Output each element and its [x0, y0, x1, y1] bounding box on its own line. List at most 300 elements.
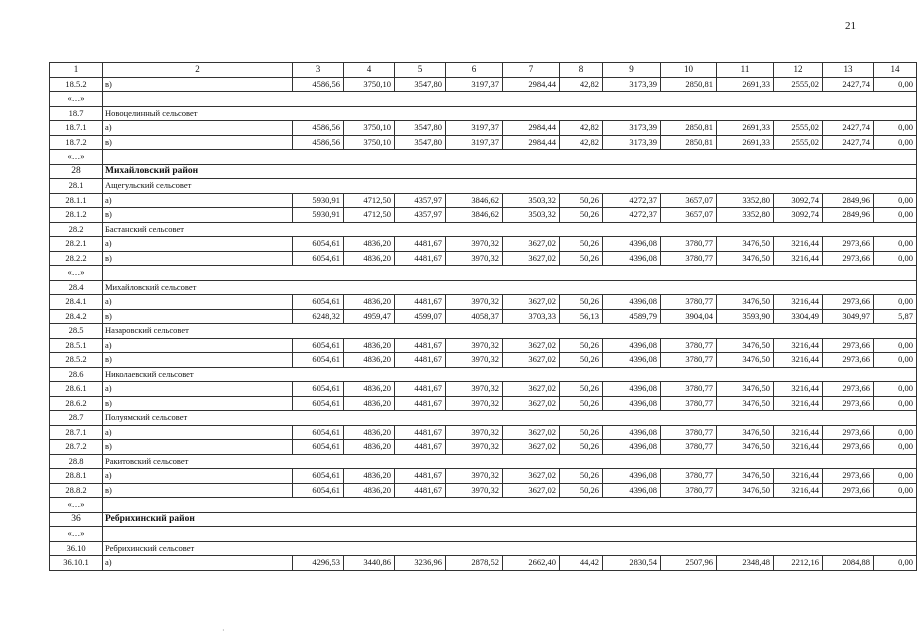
value-cell-col-9: 4272,37	[603, 193, 661, 208]
table-row-ellipsis	[50, 527, 917, 542]
value-cell-col-10: 2850,81	[661, 77, 717, 92]
value-cell-col-6: 4058,37	[446, 309, 503, 324]
value-cell-col-6: 3970,32	[446, 469, 503, 484]
row-name-cell: в)	[103, 135, 293, 150]
value-cell-col-11: 3593,90	[717, 309, 774, 324]
value-cell-col-11: 3476,50	[717, 469, 774, 484]
table-row-data	[50, 193, 917, 208]
value-cell-col-10: 3780,77	[661, 396, 717, 411]
value-cell-col-14: 0,00	[874, 208, 917, 223]
value-cell-col-9: 4396,08	[603, 338, 661, 353]
value-cell-col-3: 6054,61	[293, 237, 344, 252]
column-number-8: 8	[560, 63, 603, 78]
value-cell-col-4: 3440,86	[344, 556, 395, 571]
row-id-cell: 36.10	[50, 541, 103, 556]
value-cell-col-13: 2973,66	[823, 396, 874, 411]
value-cell-col-7: 3627,02	[503, 469, 560, 484]
table-row-ellipsis	[50, 266, 917, 281]
value-cell-col-13: 2849,96	[823, 208, 874, 223]
value-cell-col-3: 6054,61	[293, 338, 344, 353]
value-cell-col-11: 2691,33	[717, 77, 774, 92]
value-cell-col-10: 2850,81	[661, 135, 717, 150]
value-cell-col-3: 6054,61	[293, 251, 344, 266]
value-cell-col-14: 5,87	[874, 309, 917, 324]
value-cell-col-8: 50,26	[560, 237, 603, 252]
table-row-ellipsis	[50, 92, 917, 107]
column-number-11: 11	[717, 63, 774, 78]
value-cell-col-14: 0,00	[874, 135, 917, 150]
value-cell-col-12: 2555,02	[774, 121, 823, 136]
district-name-cell: Ребрихинский район	[103, 512, 917, 527]
row-name-cell: а)	[103, 382, 293, 397]
scan-mark: ·	[222, 626, 225, 635]
value-cell-col-7: 3703,33	[503, 309, 560, 324]
row-name-cell: в)	[103, 483, 293, 498]
value-cell-col-13: 2973,66	[823, 251, 874, 266]
value-cell-col-11: 3476,50	[717, 237, 774, 252]
value-cell-col-11: 3476,50	[717, 396, 774, 411]
value-cell-col-10: 3780,77	[661, 469, 717, 484]
table-row-district	[50, 512, 917, 527]
value-cell-col-6: 3970,32	[446, 338, 503, 353]
row-id-cell: 28.7	[50, 411, 103, 426]
table-row-label	[50, 179, 917, 194]
value-cell-col-12: 3092,74	[774, 193, 823, 208]
value-cell-col-6: 2878,52	[446, 556, 503, 571]
value-cell-col-13: 2973,66	[823, 353, 874, 368]
value-cell-col-12: 2555,02	[774, 135, 823, 150]
row-id-cell: 28.8.1	[50, 469, 103, 484]
value-cell-col-14: 0,00	[874, 77, 917, 92]
table-row-ellipsis	[50, 150, 917, 165]
value-cell-col-13: 2084,88	[823, 556, 874, 571]
value-cell-col-8: 50,26	[560, 193, 603, 208]
value-cell-col-8: 50,26	[560, 338, 603, 353]
value-cell-col-13: 2973,66	[823, 483, 874, 498]
value-cell-col-12: 3216,44	[774, 396, 823, 411]
value-cell-col-9: 4396,08	[603, 396, 661, 411]
column-number-2: 2	[103, 63, 293, 78]
value-cell-col-10: 3780,77	[661, 237, 717, 252]
value-cell-col-9: 4396,08	[603, 382, 661, 397]
row-name-cell: в)	[103, 77, 293, 92]
value-cell-col-4: 3750,10	[344, 77, 395, 92]
value-cell-col-6: 3846,62	[446, 193, 503, 208]
row-id-cell: «…»	[50, 92, 103, 107]
empty-cell	[103, 150, 917, 165]
value-cell-col-4: 4836,20	[344, 425, 395, 440]
settlement-name-cell: Бастанский сельсовет	[103, 222, 917, 237]
value-cell-col-4: 4836,20	[344, 237, 395, 252]
table-row-data	[50, 295, 917, 310]
value-cell-col-8: 50,26	[560, 469, 603, 484]
value-cell-col-6: 3197,37	[446, 121, 503, 136]
value-cell-col-14: 0,00	[874, 353, 917, 368]
value-cell-col-13: 2973,66	[823, 295, 874, 310]
table-row-data	[50, 353, 917, 368]
value-cell-col-8: 50,26	[560, 440, 603, 455]
row-name-cell: в)	[103, 440, 293, 455]
table-row-data	[50, 396, 917, 411]
value-cell-col-11: 3476,50	[717, 338, 774, 353]
row-id-cell: «…»	[50, 498, 103, 513]
row-id-cell: 28.1.1	[50, 193, 103, 208]
value-cell-col-4: 4836,20	[344, 251, 395, 266]
value-cell-col-9: 4396,08	[603, 353, 661, 368]
value-cell-col-6: 3970,32	[446, 483, 503, 498]
row-id-cell: 28.5	[50, 324, 103, 339]
value-cell-col-10: 3904,04	[661, 309, 717, 324]
table-header-row	[50, 63, 917, 78]
row-id-cell: 28.1	[50, 179, 103, 194]
value-cell-col-13: 3049,97	[823, 309, 874, 324]
value-cell-col-8: 50,26	[560, 483, 603, 498]
table-row-data	[50, 77, 917, 92]
row-id-cell: 28.8.2	[50, 483, 103, 498]
value-cell-col-12: 3216,44	[774, 338, 823, 353]
value-cell-col-7: 3627,02	[503, 483, 560, 498]
value-cell-col-12: 3216,44	[774, 382, 823, 397]
table-row-data	[50, 251, 917, 266]
row-id-cell: 28.8	[50, 454, 103, 469]
value-cell-col-9: 4396,08	[603, 425, 661, 440]
value-cell-col-11: 2348,48	[717, 556, 774, 571]
value-cell-col-3: 6054,61	[293, 396, 344, 411]
value-cell-col-5: 4481,67	[395, 353, 446, 368]
table-row-data	[50, 208, 917, 223]
value-cell-col-4: 4712,50	[344, 208, 395, 223]
value-cell-col-10: 3780,77	[661, 440, 717, 455]
column-number-7: 7	[503, 63, 560, 78]
value-cell-col-4: 4836,20	[344, 295, 395, 310]
value-cell-col-9: 2830,54	[603, 556, 661, 571]
value-cell-col-5: 4481,67	[395, 237, 446, 252]
row-id-cell: «…»	[50, 527, 103, 542]
row-id-cell: 28.1.2	[50, 208, 103, 223]
value-cell-col-3: 6054,61	[293, 483, 344, 498]
value-cell-col-11: 3476,50	[717, 353, 774, 368]
value-cell-col-7: 3627,02	[503, 353, 560, 368]
value-cell-col-8: 42,82	[560, 77, 603, 92]
value-cell-col-11: 3352,80	[717, 193, 774, 208]
table-row-label	[50, 106, 917, 121]
row-id-cell: 28	[50, 164, 103, 179]
row-name-cell: а)	[103, 425, 293, 440]
value-cell-col-14: 0,00	[874, 440, 917, 455]
value-cell-col-3: 6054,61	[293, 382, 344, 397]
value-cell-col-12: 3216,44	[774, 237, 823, 252]
settlement-name-cell: Михайловский сельсовет	[103, 280, 917, 295]
value-cell-col-3: 4296,53	[293, 556, 344, 571]
value-cell-col-9: 4396,08	[603, 469, 661, 484]
value-cell-col-13: 2427,74	[823, 77, 874, 92]
row-id-cell: 28.6.2	[50, 396, 103, 411]
value-cell-col-10: 3780,77	[661, 483, 717, 498]
value-cell-col-4: 3750,10	[344, 135, 395, 150]
value-cell-col-5: 3236,96	[395, 556, 446, 571]
value-cell-col-9: 4589,79	[603, 309, 661, 324]
value-cell-col-11: 3476,50	[717, 440, 774, 455]
value-cell-col-6: 3197,37	[446, 77, 503, 92]
value-cell-col-13: 2973,66	[823, 440, 874, 455]
table-row-data	[50, 338, 917, 353]
value-cell-col-4: 4836,20	[344, 338, 395, 353]
value-cell-col-3: 6054,61	[293, 425, 344, 440]
value-cell-col-12: 3216,44	[774, 483, 823, 498]
value-cell-col-13: 2427,74	[823, 135, 874, 150]
value-cell-col-14: 0,00	[874, 251, 917, 266]
table-row-data	[50, 237, 917, 252]
value-cell-col-6: 3970,32	[446, 382, 503, 397]
table-row-label	[50, 222, 917, 237]
column-number-4: 4	[344, 63, 395, 78]
table-row-district	[50, 164, 917, 179]
value-cell-col-8: 50,26	[560, 382, 603, 397]
value-cell-col-5: 4481,67	[395, 382, 446, 397]
row-id-cell: 18.7	[50, 106, 103, 121]
value-cell-col-10: 3780,77	[661, 251, 717, 266]
value-cell-col-7: 2984,44	[503, 77, 560, 92]
value-cell-col-12: 2555,02	[774, 77, 823, 92]
value-cell-col-5: 4481,67	[395, 251, 446, 266]
row-id-cell: 36.10.1	[50, 556, 103, 571]
column-number-13: 13	[823, 63, 874, 78]
value-cell-col-11: 3476,50	[717, 382, 774, 397]
table-row-label	[50, 280, 917, 295]
row-name-cell: а)	[103, 469, 293, 484]
value-cell-col-7: 3627,02	[503, 440, 560, 455]
table-row-data	[50, 121, 917, 136]
value-cell-col-10: 3657,07	[661, 208, 717, 223]
row-id-cell: 28.4.1	[50, 295, 103, 310]
value-cell-col-5: 4481,67	[395, 469, 446, 484]
value-cell-col-4: 4959,47	[344, 309, 395, 324]
value-cell-col-3: 4586,56	[293, 121, 344, 136]
row-name-cell: в)	[103, 309, 293, 324]
value-cell-col-6: 3970,32	[446, 353, 503, 368]
value-cell-col-5: 4599,07	[395, 309, 446, 324]
row-id-cell: 28.4	[50, 280, 103, 295]
settlement-name-cell: Николаевский сельсовет	[103, 367, 917, 382]
value-cell-col-14: 0,00	[874, 483, 917, 498]
row-name-cell: а)	[103, 193, 293, 208]
row-id-cell: 18.7.1	[50, 121, 103, 136]
settlement-name-cell: Полуямский сельсовет	[103, 411, 917, 426]
value-cell-col-4: 4836,20	[344, 382, 395, 397]
row-name-cell: а)	[103, 121, 293, 136]
settlement-name-cell: Ребрихинский сельсовет	[103, 541, 917, 556]
row-name-cell: в)	[103, 396, 293, 411]
page-number: 21	[845, 20, 856, 32]
empty-cell	[103, 498, 917, 513]
column-number-5: 5	[395, 63, 446, 78]
value-cell-col-5: 3547,80	[395, 77, 446, 92]
value-cell-col-14: 0,00	[874, 425, 917, 440]
value-cell-col-12: 3216,44	[774, 469, 823, 484]
value-cell-col-12: 3216,44	[774, 425, 823, 440]
value-cell-col-3: 4586,56	[293, 135, 344, 150]
value-cell-col-7: 2662,40	[503, 556, 560, 571]
value-cell-col-4: 4836,20	[344, 440, 395, 455]
value-cell-col-11: 2691,33	[717, 121, 774, 136]
value-cell-col-13: 2973,66	[823, 382, 874, 397]
column-number-1: 1	[50, 63, 103, 78]
row-name-cell: а)	[103, 338, 293, 353]
column-number-14: 14	[874, 63, 917, 78]
value-cell-col-14: 0,00	[874, 396, 917, 411]
settlement-name-cell: Ащегульский сельсовет	[103, 179, 917, 194]
table-row-data	[50, 440, 917, 455]
row-id-cell: 28.6.1	[50, 382, 103, 397]
row-id-cell: 36	[50, 512, 103, 527]
value-cell-col-7: 3627,02	[503, 338, 560, 353]
table-row-data	[50, 382, 917, 397]
value-cell-col-4: 3750,10	[344, 121, 395, 136]
row-id-cell: 28.5.2	[50, 353, 103, 368]
column-number-9: 9	[603, 63, 661, 78]
value-cell-col-3: 5930,91	[293, 208, 344, 223]
row-name-cell: а)	[103, 237, 293, 252]
row-id-cell: 28.2.1	[50, 237, 103, 252]
value-cell-col-4: 4712,50	[344, 193, 395, 208]
value-cell-col-13: 2427,74	[823, 121, 874, 136]
value-cell-col-12: 3216,44	[774, 440, 823, 455]
table-row-data	[50, 556, 917, 571]
value-cell-col-3: 6054,61	[293, 440, 344, 455]
value-cell-col-13: 2973,66	[823, 425, 874, 440]
column-number-12: 12	[774, 63, 823, 78]
value-cell-col-7: 3503,32	[503, 208, 560, 223]
value-cell-col-8: 50,26	[560, 396, 603, 411]
value-cell-col-10: 3780,77	[661, 382, 717, 397]
table-row-label	[50, 367, 917, 382]
value-cell-col-8: 50,26	[560, 208, 603, 223]
value-cell-col-5: 4481,67	[395, 295, 446, 310]
value-cell-col-7: 3627,02	[503, 396, 560, 411]
value-cell-col-14: 0,00	[874, 121, 917, 136]
value-cell-col-10: 3780,77	[661, 338, 717, 353]
value-cell-col-7: 3627,02	[503, 237, 560, 252]
value-cell-col-5: 4357,97	[395, 208, 446, 223]
value-cell-col-5: 4481,67	[395, 440, 446, 455]
value-cell-col-6: 3970,32	[446, 396, 503, 411]
value-cell-col-9: 4272,37	[603, 208, 661, 223]
value-cell-col-8: 42,82	[560, 121, 603, 136]
row-id-cell: 28.2.2	[50, 251, 103, 266]
value-cell-col-10: 3657,07	[661, 193, 717, 208]
settlement-name-cell: Ракитовский сельсовет	[103, 454, 917, 469]
value-cell-col-6: 3970,32	[446, 251, 503, 266]
value-cell-col-10: 3780,77	[661, 295, 717, 310]
value-cell-col-9: 3173,39	[603, 135, 661, 150]
value-cell-col-3: 6054,61	[293, 353, 344, 368]
table-row-label	[50, 541, 917, 556]
value-cell-col-6: 3846,62	[446, 208, 503, 223]
settlement-name-cell: Новоцелинный сельсовет	[103, 106, 917, 121]
row-name-cell: в)	[103, 353, 293, 368]
value-cell-col-7: 3627,02	[503, 251, 560, 266]
column-number-3: 3	[293, 63, 344, 78]
value-cell-col-6: 3970,32	[446, 440, 503, 455]
value-cell-col-8: 50,26	[560, 251, 603, 266]
value-cell-col-12: 2212,16	[774, 556, 823, 571]
value-cell-col-5: 4481,67	[395, 396, 446, 411]
value-cell-col-14: 0,00	[874, 237, 917, 252]
value-cell-col-14: 0,00	[874, 382, 917, 397]
table-row-data	[50, 425, 917, 440]
value-cell-col-4: 4836,20	[344, 396, 395, 411]
value-cell-col-3: 6054,61	[293, 295, 344, 310]
value-cell-col-9: 4396,08	[603, 251, 661, 266]
table-row-data	[50, 483, 917, 498]
value-cell-col-13: 2849,96	[823, 193, 874, 208]
value-cell-col-4: 4836,20	[344, 469, 395, 484]
value-cell-col-13: 2973,66	[823, 338, 874, 353]
value-cell-col-5: 4481,67	[395, 483, 446, 498]
value-cell-col-10: 3780,77	[661, 425, 717, 440]
row-id-cell: 18.5.2	[50, 77, 103, 92]
row-name-cell: а)	[103, 295, 293, 310]
table-row-data	[50, 135, 917, 150]
value-cell-col-4: 4836,20	[344, 483, 395, 498]
value-cell-col-7: 2984,44	[503, 121, 560, 136]
table-row-data	[50, 309, 917, 324]
value-cell-col-10: 2507,96	[661, 556, 717, 571]
value-cell-col-11: 2691,33	[717, 135, 774, 150]
value-cell-col-6: 3970,32	[446, 295, 503, 310]
tariff-table	[49, 62, 917, 571]
column-number-6: 6	[446, 63, 503, 78]
row-id-cell: «…»	[50, 150, 103, 165]
value-cell-col-11: 3352,80	[717, 208, 774, 223]
value-cell-col-10: 3780,77	[661, 353, 717, 368]
empty-cell	[103, 92, 917, 107]
value-cell-col-7: 2984,44	[503, 135, 560, 150]
value-cell-col-3: 6054,61	[293, 469, 344, 484]
row-id-cell: 28.7.2	[50, 440, 103, 455]
value-cell-col-9: 4396,08	[603, 440, 661, 455]
value-cell-col-3: 6248,32	[293, 309, 344, 324]
value-cell-col-9: 3173,39	[603, 77, 661, 92]
value-cell-col-14: 0,00	[874, 469, 917, 484]
value-cell-col-7: 3627,02	[503, 425, 560, 440]
value-cell-col-12: 3216,44	[774, 251, 823, 266]
row-name-cell: в)	[103, 251, 293, 266]
value-cell-col-9: 4396,08	[603, 483, 661, 498]
row-name-cell: в)	[103, 208, 293, 223]
value-cell-col-14: 0,00	[874, 295, 917, 310]
table-row-ellipsis	[50, 498, 917, 513]
value-cell-col-9: 3173,39	[603, 121, 661, 136]
value-cell-col-12: 3304,49	[774, 309, 823, 324]
value-cell-col-7: 3627,02	[503, 382, 560, 397]
empty-cell	[103, 266, 917, 281]
row-id-cell: «…»	[50, 266, 103, 281]
value-cell-col-8: 56,13	[560, 309, 603, 324]
value-cell-col-5: 4481,67	[395, 425, 446, 440]
value-cell-col-6: 3970,32	[446, 237, 503, 252]
row-id-cell: 18.7.2	[50, 135, 103, 150]
value-cell-col-5: 3547,80	[395, 135, 446, 150]
value-cell-col-3: 5930,91	[293, 193, 344, 208]
value-cell-col-11: 3476,50	[717, 483, 774, 498]
table-row-data	[50, 469, 917, 484]
value-cell-col-9: 4396,08	[603, 237, 661, 252]
value-cell-col-8: 50,26	[560, 353, 603, 368]
value-cell-col-6: 3970,32	[446, 425, 503, 440]
value-cell-col-10: 2850,81	[661, 121, 717, 136]
row-id-cell: 28.7.1	[50, 425, 103, 440]
